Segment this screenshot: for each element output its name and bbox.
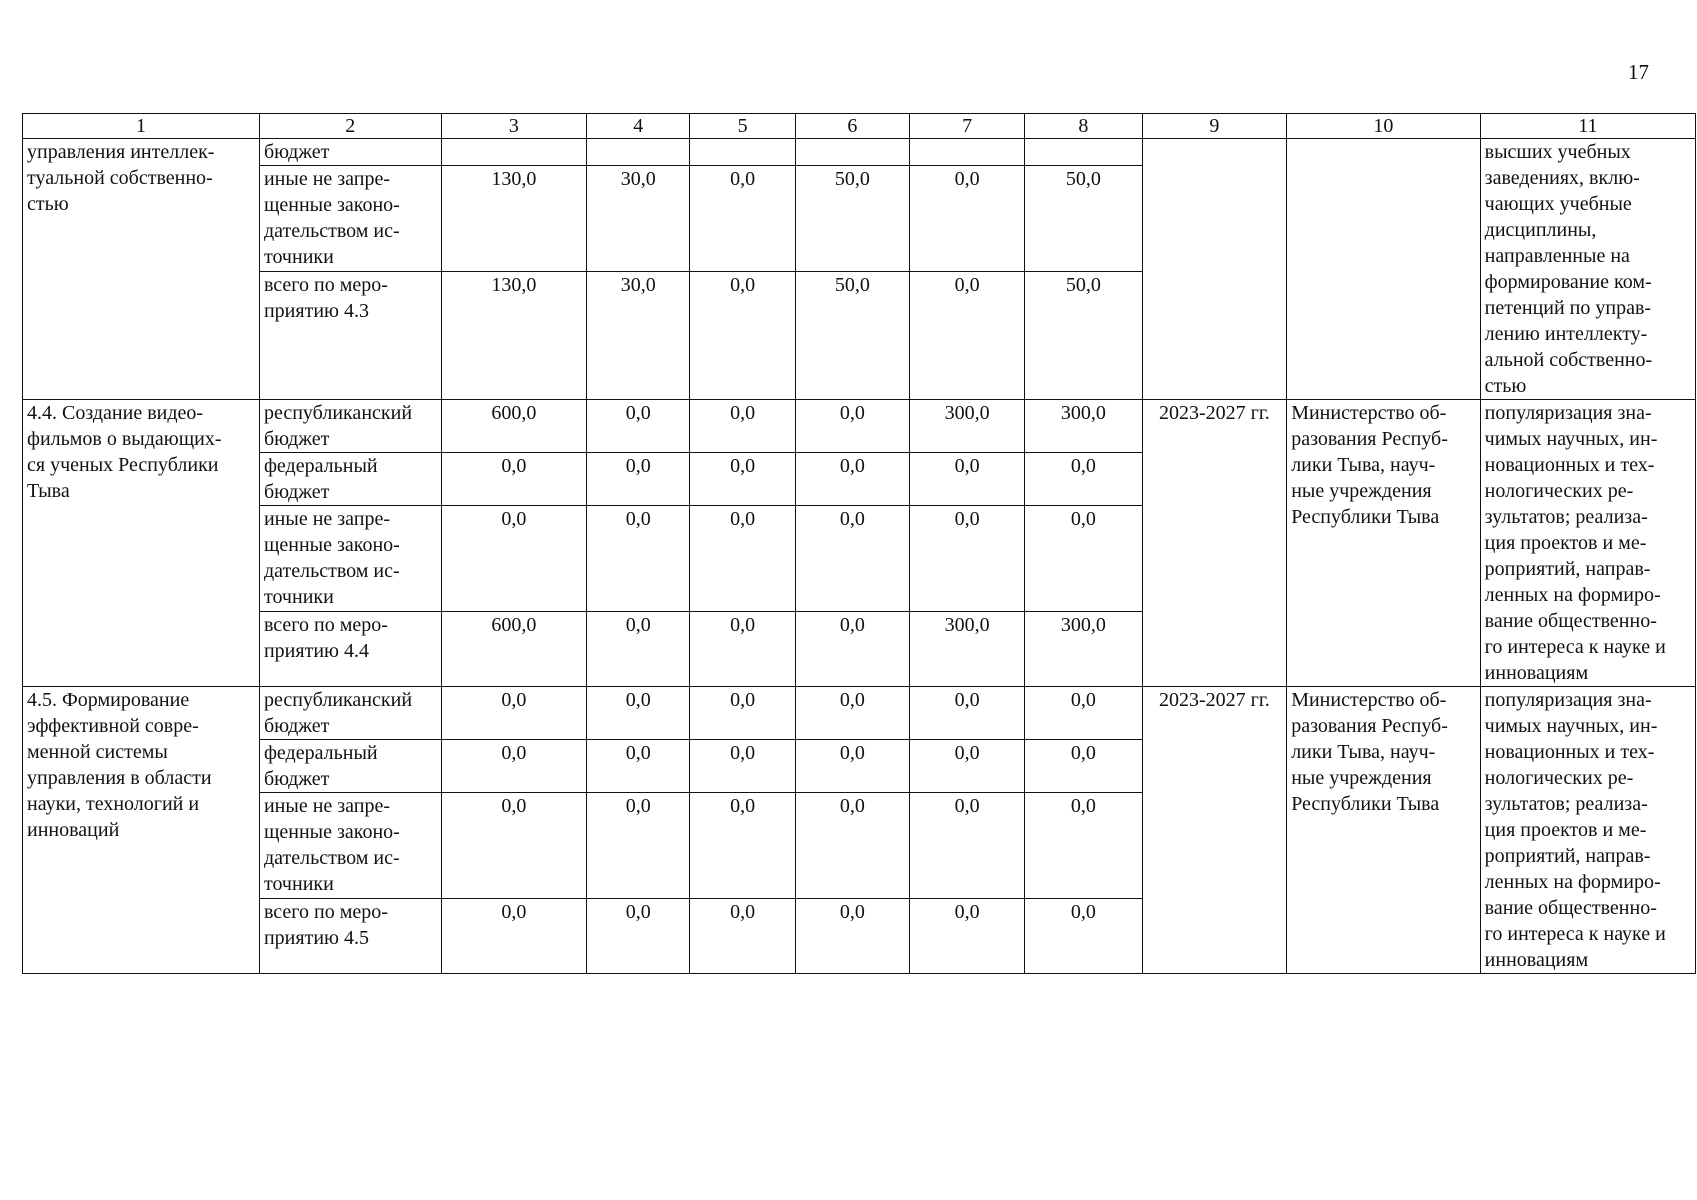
amount-total: 0,0 [441,506,587,611]
period: 2023-2027 гг. [1142,687,1287,974]
amount-2025: 0,0 [795,687,909,740]
amount-2023: 0,0 [587,453,690,506]
funding-source: бюджет [259,139,441,166]
funding-source: всего по меро- приятию 4.4 [259,611,441,686]
amount-2024 [690,139,795,166]
executor: Министерство об- разования Респуб- лики Тыва, науч- ные учреждения Республики Тыва [1287,400,1480,687]
column-number: 7 [910,114,1025,139]
column-number: 11 [1480,114,1695,139]
amount-2023: 0,0 [587,400,690,453]
amount-2024: 0,0 [690,740,795,793]
expected-result: популяризация зна- чимых научных, ин- новационных и тех- нологических ре- зультатов; реализа- ция проектов и ме- роприятий, направ- ленных на формиро- вание общественно- го интереса к науке и инновациям [1480,687,1695,974]
amount-2024: 0,0 [690,166,795,272]
amount-2027: 0,0 [1025,793,1142,898]
amount-2025: 0,0 [795,506,909,611]
amount-2023: 0,0 [587,793,690,898]
funding-source: федеральный бюджет [259,453,441,506]
amount-2027: 0,0 [1025,898,1142,973]
amount-2026: 0,0 [910,740,1025,793]
amount-total: 0,0 [441,898,587,973]
amount-2025: 0,0 [795,611,909,686]
activity-name: 4.5. Формирование эффективной совре- менной системы управления в области науки, технологий и инноваций [23,687,260,974]
amount-2025: 0,0 [795,793,909,898]
column-number: 9 [1142,114,1287,139]
amount-2025 [795,139,909,166]
activity-name: управления интеллек- туальной собственно- стью [23,139,260,400]
amount-2027: 0,0 [1025,506,1142,611]
amount-2023: 30,0 [587,272,690,400]
column-number: 6 [795,114,909,139]
amount-2027 [1025,139,1142,166]
program-table [22,113,1696,974]
amount-2024: 0,0 [690,400,795,453]
amount-2023: 0,0 [587,898,690,973]
amount-2027: 0,0 [1025,687,1142,740]
amount-2026: 0,0 [910,272,1025,400]
funding-source: иные не запре- щенные законо- дательством ис- точники [259,506,441,611]
column-number: 1 [23,114,260,139]
amount-total: 130,0 [441,272,587,400]
amount-2023: 0,0 [587,506,690,611]
amount-2024: 0,0 [690,453,795,506]
amount-2027: 50,0 [1025,166,1142,272]
amount-2023: 0,0 [587,687,690,740]
amount-total: 130,0 [441,166,587,272]
amount-2026 [910,139,1025,166]
amount-total [441,139,587,166]
column-number: 10 [1287,114,1480,139]
column-number: 2 [259,114,441,139]
amount-2026: 0,0 [910,166,1025,272]
executor: Министерство об- разования Респуб- лики Тыва, науч- ные учреждения Республики Тыва [1287,687,1480,974]
table-row [23,687,1696,740]
amount-2027: 0,0 [1025,740,1142,793]
amount-2024: 0,0 [690,506,795,611]
funding-source: иные не запре- щенные законо- дательством ис- точники [259,166,441,272]
amount-2023: 0,0 [587,611,690,686]
expected-result: высших учебных заведениях, вклю- чающих учебные дисциплины, направленные на формирование ком- петенций по управ- лению интеллекту- альной собственно- стью [1480,139,1695,400]
amount-2024: 0,0 [690,898,795,973]
column-number: 8 [1025,114,1142,139]
amount-2026: 0,0 [910,506,1025,611]
amount-2023: 0,0 [587,740,690,793]
amount-2024: 0,0 [690,272,795,400]
executor [1287,139,1480,400]
column-number-row [23,114,1696,139]
amount-2023: 30,0 [587,166,690,272]
amount-2025: 50,0 [795,272,909,400]
page-number: 17 [1628,60,1649,84]
period: 2023-2027 гг. [1142,400,1287,687]
funding-source: всего по меро- приятию 4.3 [259,272,441,400]
funding-source: всего по меро- приятию 4.5 [259,898,441,973]
column-number: 5 [690,114,795,139]
amount-2023 [587,139,690,166]
period [1142,139,1287,400]
amount-total: 600,0 [441,400,587,453]
table-row [23,400,1696,453]
amount-2027: 50,0 [1025,272,1142,400]
amount-2024: 0,0 [690,687,795,740]
column-number: 4 [587,114,690,139]
funding-source: федеральный бюджет [259,740,441,793]
expected-result: популяризация зна- чимых научных, ин- новационных и тех- нологических ре- зультатов; реализа- ция проектов и ме- роприятий, направ- ленных на формиро- вание общественно- го интереса к науке и инновациям [1480,400,1695,687]
amount-2027: 0,0 [1025,453,1142,506]
amount-2026: 0,0 [910,793,1025,898]
amount-2027: 300,0 [1025,400,1142,453]
table-row [23,139,1696,166]
amount-2025: 0,0 [795,898,909,973]
amount-total: 0,0 [441,740,587,793]
amount-total: 0,0 [441,453,587,506]
amount-2025: 0,0 [795,453,909,506]
amount-2024: 0,0 [690,793,795,898]
amount-2025: 0,0 [795,400,909,453]
amount-total: 0,0 [441,793,587,898]
amount-2025: 50,0 [795,166,909,272]
amount-2026: 0,0 [910,453,1025,506]
activity-name: 4.4. Создание видео- фильмов о выдающих- ся ученых Республики Тыва [23,400,260,687]
amount-2025: 0,0 [795,740,909,793]
amount-2026: 0,0 [910,898,1025,973]
amount-total: 600,0 [441,611,587,686]
amount-2026: 300,0 [910,400,1025,453]
amount-2027: 300,0 [1025,611,1142,686]
amount-2026: 300,0 [910,611,1025,686]
amount-total: 0,0 [441,687,587,740]
amount-2024: 0,0 [690,611,795,686]
funding-source: республиканский бюджет [259,400,441,453]
funding-source: иные не запре- щенные законо- дательством ис- точники [259,793,441,898]
funding-source: республиканский бюджет [259,687,441,740]
amount-2026: 0,0 [910,687,1025,740]
column-number: 3 [441,114,587,139]
